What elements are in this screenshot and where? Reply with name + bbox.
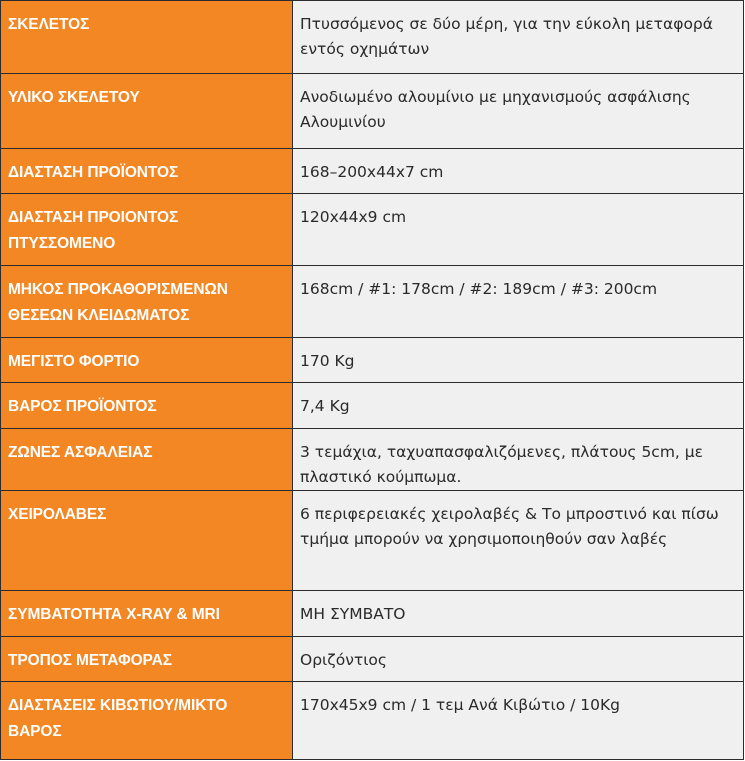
table-row: [1, 682, 744, 760]
spec-label: ΔΙΑΣΤΑΣΕΙΣ ΚΙΒΩΤΙΟΥ/ΜΙΚΤΟ ΒΑΡΟΣ: [1, 682, 293, 760]
spec-value: ΜΗ ΣΥΜΒΑΤΟ: [293, 591, 744, 637]
spec-value: 170x45x9 cm / 1 τεμ Ανά Κιβώτιο / 10Kg: [293, 682, 744, 760]
spec-label: ΒΑΡΟΣ ΠΡΟΪΟΝΤΟΣ: [1, 383, 293, 429]
spec-label: ΖΩΝΕΣ ΑΣΦΑΛΕΙΑΣ: [1, 429, 293, 491]
spec-value: 7,4 Kg: [293, 383, 744, 429]
spec-label: ΧΕΙΡΟΛΑΒΕΣ: [1, 491, 293, 591]
spec-label: ΜΗΚΟΣ ΠΡΟΚΑΘΟΡΙΣΜΕΝΩΝ ΘΕΣΕΩΝ ΚΛΕΙΔΩΜΑΤΟΣ: [1, 266, 293, 338]
table-row: [1, 1, 744, 74]
table-row: [1, 338, 744, 383]
spec-label: ΜΕΓΙΣΤΟ ΦΟΡΤΙΟ: [1, 338, 293, 383]
spec-value: Οριζόντιος: [293, 637, 744, 682]
spec-label: ΣΥΜΒΑΤΟΤΗΤΑ X-RAY & MRI: [1, 591, 293, 637]
table-row: [1, 194, 744, 266]
table-row: [1, 429, 744, 491]
spec-value: Πτυσσόμενος σε δύο μέρη, για την εύκολη μεταφορά εντός οχημάτων: [293, 1, 744, 74]
table-row: [1, 383, 744, 429]
table-row: [1, 591, 744, 637]
table-row: [1, 266, 744, 338]
table-row: [1, 491, 744, 591]
spec-value: 6 περιφερειακές χειρολαβές & Το μπροστινό και πίσω τμήμα μπορούν να χρησιμοποιηθούν σαν λαβές: [293, 491, 744, 591]
spec-label: ΥΛΙΚΟ ΣΚΕΛΕΤΟΥ: [1, 74, 293, 149]
spec-value: 3 τεμάχια, ταχυαπασφαλιζόμενες, πλάτους 5cm, με πλαστικό κούμπωμα.: [293, 429, 744, 491]
spec-label: ΔΙΑΣΤΑΣΗ ΠΡΟΙΟΝΤΟΣ ΠΤΥΣΣΟΜΕΝΟ: [1, 194, 293, 266]
table-row: [1, 74, 744, 149]
spec-label: ΔΙΑΣΤΑΣΗ ΠΡΟΪΟΝΤΟΣ: [1, 149, 293, 194]
table-row: [1, 149, 744, 194]
spec-value: 168–200x44x7 cm: [293, 149, 744, 194]
spec-label: ΤΡΟΠΟΣ ΜΕΤΑΦΟΡΑΣ: [1, 637, 293, 682]
spec-value: 170 Kg: [293, 338, 744, 383]
spec-value: Ανοδιωμένο αλουμίνιο με μηχανισμούς ασφάλισης Αλουμινίου: [293, 74, 744, 149]
spec-value: 120x44x9 cm: [293, 194, 744, 266]
table-row: [1, 637, 744, 682]
spec-label: ΣΚΕΛΕΤΟΣ: [1, 1, 293, 74]
spec-value: 168cm / #1: 178cm / #2: 189cm / #3: 200cm: [293, 266, 744, 338]
